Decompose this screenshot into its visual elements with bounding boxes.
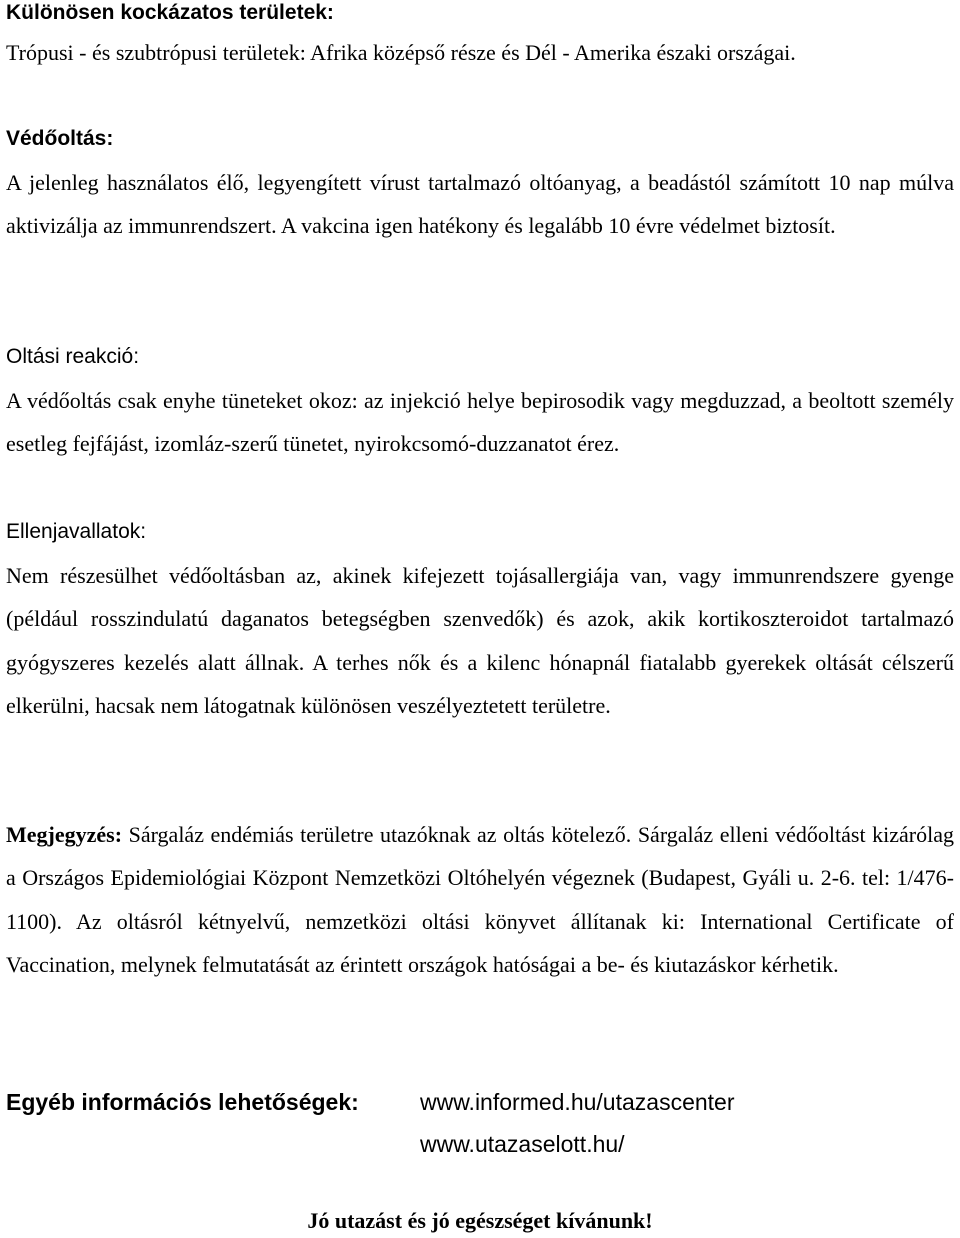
contraindications-heading: Ellenjavallatok:	[6, 520, 147, 543]
vaccination-text: A jelenleg használatos élő, legyengített vírust tartalmazó oltóanyag, a beadástól számított 10 nap múlva aktivizálja az immunrendszert. A vakcina igen hatékony és legalább 10 évre védelmet biztosít.	[6, 170, 954, 239]
closing-text: Jó utazást és jó egészséget kívánunk!	[307, 1208, 653, 1233]
info-label: Egyéb információs lehetőségek:	[6, 1089, 359, 1115]
reaction-text: A védőoltás csak enyhe tüneteket okoz: az injekció helye bepirosodik vagy megduzzad, a beoltott személy esetleg fejfájást, izomláz-szerű tünetet, nyirokcsomó-duzzanatot érez.	[6, 388, 954, 457]
note-text: Sárgaláz endémiás területre utazóknak az oltás kötelező. Sárgaláz elleni védőoltást kizárólag a Országos Epidemiológiai Központ Nemzetközi Oltóhelyén végeznek (Budapest, Gyáli u. 2-6. tel: 1/476-1100). Az oltásról kétnyelvű, nemzetközi oltási könyvet állítanak ki: International Certificate of Vaccination, melynek felmutatását az érintett országok hatóságai a be- és kiutazáskor kérhetik.	[6, 822, 954, 978]
info-link-informed[interactable]: www.informed.hu/utazascenter	[420, 1089, 735, 1115]
risk-text: Trópusi - és szubtrópusi területek: Afrika középső része és Dél - Amerika északi országai.	[6, 40, 796, 65]
contraindications-text: Nem részesülhet védőoltásban az, akinek kifejezett tojásallergiája van, vagy immunrendszere gyenge (például rosszindulatú daganatos betegségben szenvedők) és azok, akik kortikoszteroidot tartalmazó gyógyszeres kezelés alatt állnak. A terhes nők és a kilenc hónapnál fiatalabb gyerekek oltását célszerű elkerülni, hacsak nem látogatnak különösen veszélyeztetett területre.	[6, 563, 954, 719]
vaccination-heading: Védőoltás:	[6, 127, 114, 150]
reaction-heading: Oltási reakció:	[6, 345, 140, 368]
note-label: Megjegyzés:	[6, 822, 123, 847]
risk-heading: Különösen kockázatos területek:	[6, 1, 334, 24]
info-links	[420, 1087, 735, 1171]
info-link-utazaselott[interactable]: www.utazaselott.hu/	[420, 1131, 625, 1157]
note-paragraph	[6, 813, 954, 987]
